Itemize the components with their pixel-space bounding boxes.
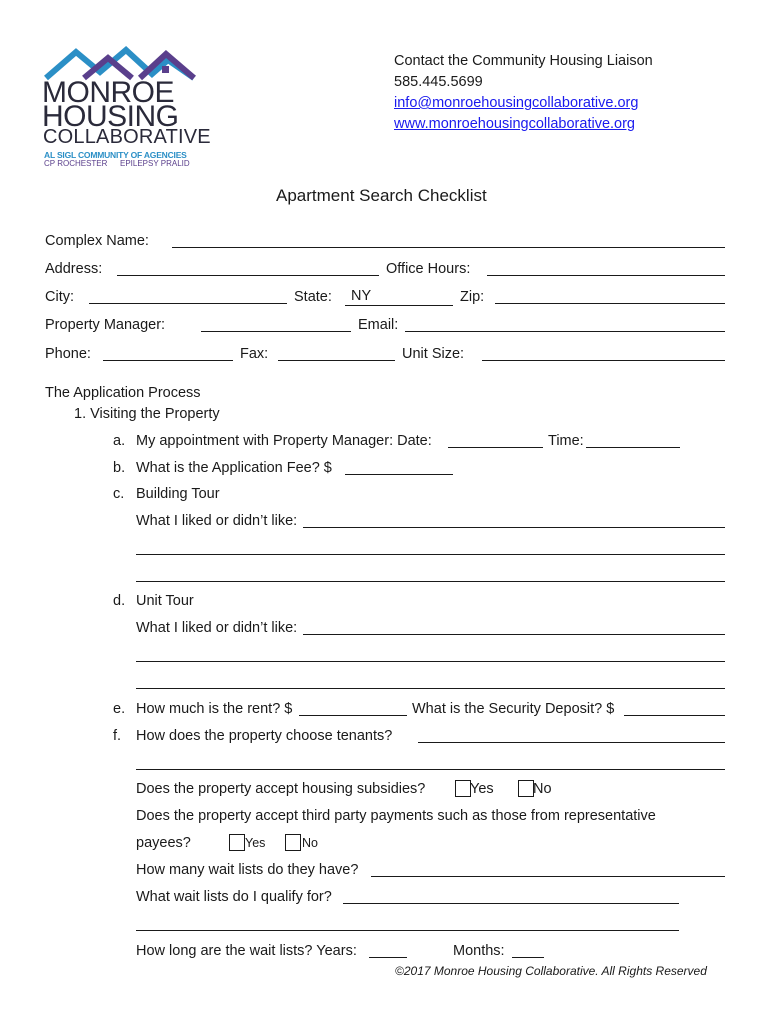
rent-field[interactable]	[299, 715, 407, 716]
item-a-marker: a.	[113, 433, 126, 449]
state-field[interactable]	[345, 288, 453, 306]
appointment-time-label: Time:	[548, 433, 584, 449]
subsidies-yes-checkbox[interactable]	[455, 780, 471, 797]
appointment-time-field[interactable]	[586, 447, 680, 448]
wait-lists-qualify-label: What wait lists do I qualify for?	[136, 889, 332, 905]
logo-sub-left: CP ROCHESTER	[44, 159, 108, 168]
unit-tour-liked-label: What I liked or didn’t like:	[136, 620, 298, 636]
payees-yes-checkbox[interactable]	[229, 834, 245, 851]
wait-lists-qualify-field-2[interactable]	[136, 930, 679, 931]
item-f-marker: f.	[113, 728, 122, 744]
choose-tenants-label: How does the property choose tenants?	[136, 728, 393, 744]
rent-label: How much is the rent? $	[136, 701, 293, 717]
contact-website-link[interactable]: www.monroehousingcollaborative.org	[394, 116, 635, 132]
address-field[interactable]	[117, 275, 379, 276]
logo-housing: HOUSING	[42, 100, 179, 133]
building-tour-label: Building Tour	[136, 486, 220, 502]
appointment-label: My appointment with Property Manager: Date:	[136, 433, 432, 449]
wait-lists-count-field[interactable]	[371, 876, 725, 877]
item-d-marker: d.	[113, 593, 126, 609]
building-tour-notes-line-3[interactable]	[136, 581, 725, 582]
email-field[interactable]	[405, 331, 725, 332]
zip-label: Zip:	[460, 289, 485, 305]
office-hours-label: Office Hours:	[386, 261, 471, 277]
city-field[interactable]	[89, 303, 287, 304]
zip-field[interactable]	[495, 303, 725, 304]
choose-tenants-field-1[interactable]	[418, 742, 725, 743]
application-fee-field[interactable]	[345, 474, 453, 475]
application-fee-label: What is the Application Fee? $	[136, 460, 332, 476]
payees-label: payees?	[136, 835, 191, 851]
state-label: State:	[294, 289, 332, 305]
contact-email-link[interactable]: info@monroehousingcollaborative.org	[394, 95, 639, 111]
subsidies-no-label: No	[533, 781, 552, 797]
complex-name-label: Complex Name:	[45, 233, 149, 249]
item-e-marker: e.	[113, 701, 126, 717]
choose-tenants-field-2[interactable]	[136, 769, 725, 770]
unit-tour-notes-line-3[interactable]	[136, 688, 725, 689]
logo-sub-right: EPILEPSY PRALID	[120, 159, 190, 168]
security-deposit-field[interactable]	[624, 715, 725, 716]
office-hours-field[interactable]	[487, 275, 725, 276]
fax-field[interactable]	[278, 360, 395, 361]
phone-field[interactable]	[103, 360, 233, 361]
subsidies-question: Does the property accept housing subsidies?	[136, 781, 426, 797]
building-tour-notes-line-1[interactable]	[303, 527, 725, 528]
payees-no-label: No	[302, 836, 318, 850]
payees-no-checkbox[interactable]	[285, 834, 301, 851]
email-label: Email:	[358, 317, 399, 333]
city-label: City:	[45, 289, 74, 305]
third-party-question: Does the property accept third party payments such as those from representative	[136, 808, 656, 824]
unit-tour-notes-line-1[interactable]	[303, 634, 725, 635]
unit-tour-notes-line-2[interactable]	[136, 661, 725, 662]
payees-yes-label: Yes	[245, 836, 266, 850]
unit-size-label: Unit Size:	[402, 346, 465, 362]
state-value: NY	[351, 288, 372, 304]
logo-collaborative: COLLABORATIVE	[43, 126, 211, 148]
address-label: Address:	[45, 261, 103, 277]
subsidies-no-checkbox[interactable]	[518, 780, 534, 797]
subsidies-yes-label: Yes	[470, 781, 494, 797]
item-b-marker: b.	[113, 460, 126, 476]
logo-agencies: AL SIGL COMMUNITY OF AGENCIES	[44, 150, 187, 160]
fax-label: Fax:	[240, 346, 269, 362]
wait-months-label: Months:	[453, 943, 505, 959]
property-manager-label: Property Manager:	[45, 317, 166, 333]
building-tour-liked-label: What I liked or didn’t like:	[136, 513, 298, 529]
wait-lists-long-label: How long are the wait lists? Years:	[136, 943, 357, 959]
wait-months-field[interactable]	[512, 957, 544, 958]
wait-years-field[interactable]	[369, 957, 407, 958]
contact-heading: Contact the Community Housing Liaison	[394, 53, 653, 69]
property-manager-field[interactable]	[201, 331, 351, 332]
wait-lists-qualify-field-1[interactable]	[343, 903, 679, 904]
wait-lists-count-label: How many wait lists do they have?	[136, 862, 359, 878]
unit-size-field[interactable]	[482, 360, 725, 361]
security-deposit-label: What is the Security Deposit? $	[412, 701, 615, 717]
complex-name-field[interactable]	[172, 247, 725, 248]
footer-copyright: ©2017 Monroe Housing Collaborative. All Rights Reserved	[395, 964, 707, 978]
step-visiting-property: 1. Visiting the Property	[74, 406, 220, 422]
contact-phone: 585.445.5699	[394, 74, 483, 90]
logo-monroe: MONROE	[42, 76, 174, 109]
process-heading: The Application Process	[45, 385, 201, 401]
unit-tour-label: Unit Tour	[136, 593, 194, 609]
appointment-date-field[interactable]	[448, 447, 543, 448]
building-tour-notes-line-2[interactable]	[136, 554, 725, 555]
page-title: Apartment Search Checklist	[276, 186, 487, 205]
phone-label: Phone:	[45, 346, 91, 362]
item-c-marker: c.	[113, 486, 125, 502]
